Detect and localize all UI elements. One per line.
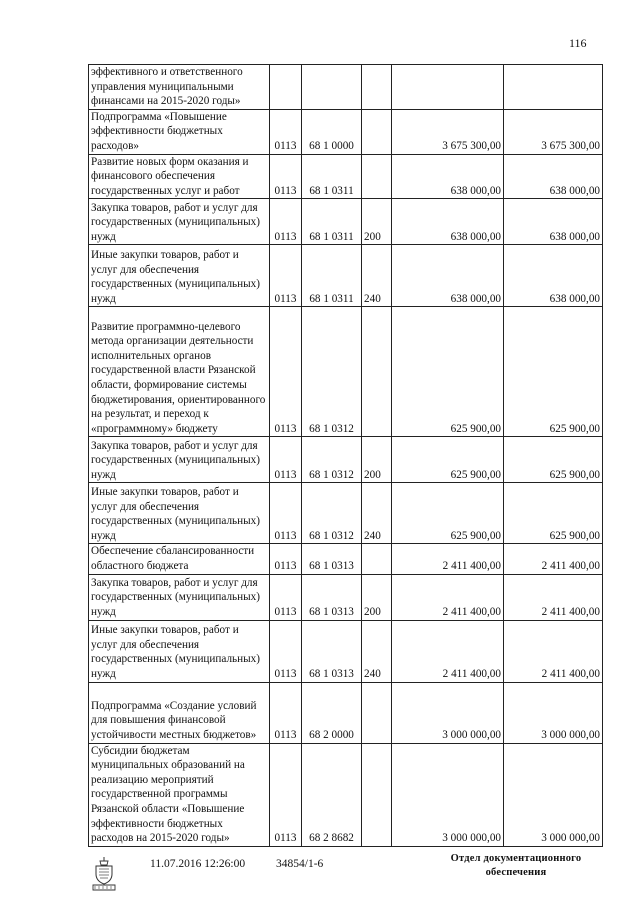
table-row <box>89 109 603 154</box>
row-section: 0113 <box>270 437 302 483</box>
row-sum-2: 638 000,00 <box>504 245 603 307</box>
row-article: 68 2 8682 <box>302 743 362 846</box>
table-row <box>89 574 603 620</box>
row-article: 68 2 0000 <box>302 682 362 743</box>
row-sum-2: 2 411 400,00 <box>504 620 603 682</box>
row-name: Закупка товаров, работ и услуг для государственных (муниципальных) нужд <box>89 574 270 620</box>
row-name: Иные закупки товаров, работ и услуг для обеспечения государственных (муниципальных) нужд <box>89 245 270 307</box>
row-section: 0113 <box>270 483 302 544</box>
row-sum-2: 3 000 000,00 <box>504 743 603 846</box>
row-sum-1: 2 411 400,00 <box>392 574 504 620</box>
table-row <box>89 483 603 544</box>
footer-doc-number: 34854/1-6 <box>276 858 324 870</box>
row-section: 0113 <box>270 245 302 307</box>
row-section: 0113 <box>270 574 302 620</box>
row-sum-1: 2 411 400,00 <box>392 544 504 574</box>
page-footer <box>0 852 640 902</box>
row-name: Подпрограмма «Повышение эффективности бюджетных расходов» <box>89 109 270 154</box>
row-name: Подпрограмма «Создание условий для повышения финансовой устойчивости местных бюджетов» <box>89 682 270 743</box>
row-type <box>362 682 392 743</box>
row-sum-2: 2 411 400,00 <box>504 544 603 574</box>
row-name: Развитие программно-целевого метода организации деятельности исполнительных органов государственной власти Рязанской области, формирование системы бюджетирования, ориентированного на результат, и переход к «программному» бюджету <box>89 307 270 437</box>
row-type <box>362 154 392 199</box>
row-type <box>362 544 392 574</box>
row-name: эффективного и ответственного управления муниципальными финансами на 2015-2020 годы» <box>89 65 270 110</box>
row-section: 0113 <box>270 544 302 574</box>
row-article: 68 1 0312 <box>302 483 362 544</box>
row-sum-1 <box>392 65 504 110</box>
row-section: 0113 <box>270 743 302 846</box>
row-article: 68 1 0311 <box>302 154 362 199</box>
row-article: 68 1 0312 <box>302 437 362 483</box>
row-sum-2: 3 675 300,00 <box>504 109 603 154</box>
table-row <box>89 682 603 743</box>
row-type <box>362 307 392 437</box>
row-article: 68 1 0313 <box>302 620 362 682</box>
row-sum-1: 2 411 400,00 <box>392 620 504 682</box>
footer-department <box>436 852 596 880</box>
row-sum-2: 625 900,00 <box>504 437 603 483</box>
row-section: 0113 <box>270 620 302 682</box>
row-name: Субсидии бюджетам муниципальных образований на реализацию мероприятий государственной программы Рязанской области «Повышение эффективности бюджетных расходов на 2015-2020 годы» <box>89 743 270 846</box>
table-row <box>89 245 603 307</box>
row-type: 240 <box>362 483 392 544</box>
row-sum-1: 638 000,00 <box>392 154 504 199</box>
footer-datetime: 11.07.2016 12:26:00 <box>150 858 246 870</box>
footer-department-line-1: Отдел документационного <box>450 853 582 864</box>
row-section: 0113 <box>270 682 302 743</box>
row-name: Закупка товаров, работ и услуг для государственных (муниципальных) нужд <box>89 437 270 483</box>
row-section: 0113 <box>270 199 302 245</box>
table-row <box>89 620 603 682</box>
row-name: Обеспечение сбалансированности областного бюджета <box>89 544 270 574</box>
row-type: 200 <box>362 199 392 245</box>
row-section <box>270 65 302 110</box>
row-sum-2: 625 900,00 <box>504 483 603 544</box>
row-type <box>362 65 392 110</box>
row-sum-2: 638 000,00 <box>504 199 603 245</box>
row-article: 68 1 0311 <box>302 199 362 245</box>
table-row <box>89 544 603 574</box>
row-article: 68 1 0312 <box>302 307 362 437</box>
row-name: Развитие новых форм оказания и финансового обеспечения государственных услуг и работ <box>89 154 270 199</box>
row-sum-1: 3 675 300,00 <box>392 109 504 154</box>
row-sum-1: 625 900,00 <box>392 437 504 483</box>
row-sum-2: 3 000 000,00 <box>504 682 603 743</box>
row-type: 200 <box>362 437 392 483</box>
row-article <box>302 65 362 110</box>
footer-department-line-2: обеспечения <box>485 867 547 878</box>
row-sum-2: 638 000,00 <box>504 154 603 199</box>
row-sum-1: 3 000 000,00 <box>392 743 504 846</box>
row-name: Иные закупки товаров, работ и услуг для обеспечения государственных (муниципальных) нужд <box>89 620 270 682</box>
table-row <box>89 65 603 110</box>
row-sum-2: 625 900,00 <box>504 307 603 437</box>
coat-of-arms-icon <box>90 856 118 892</box>
row-article: 68 1 0311 <box>302 245 362 307</box>
row-sum-1: 625 900,00 <box>392 307 504 437</box>
row-article: 68 1 0313 <box>302 574 362 620</box>
row-name: Закупка товаров, работ и услуг для государственных (муниципальных) нужд <box>89 199 270 245</box>
row-sum-1: 3 000 000,00 <box>392 682 504 743</box>
row-sum-1: 638 000,00 <box>392 199 504 245</box>
row-sum-1: 625 900,00 <box>392 483 504 544</box>
table-row <box>89 199 603 245</box>
budget-table <box>88 64 603 847</box>
row-section: 0113 <box>270 307 302 437</box>
row-name: Иные закупки товаров, работ и услуг для обеспечения государственных (муниципальных) нужд <box>89 483 270 544</box>
page-number: 116 <box>569 36 587 50</box>
row-sum-1: 638 000,00 <box>392 245 504 307</box>
row-section: 0113 <box>270 109 302 154</box>
table-row <box>89 743 603 846</box>
row-type: 240 <box>362 245 392 307</box>
row-type: 200 <box>362 574 392 620</box>
row-article: 68 1 0313 <box>302 544 362 574</box>
row-type <box>362 109 392 154</box>
table-row <box>89 154 603 199</box>
table-row <box>89 437 603 483</box>
row-article: 68 1 0000 <box>302 109 362 154</box>
row-sum-2 <box>504 65 603 110</box>
row-sum-2: 2 411 400,00 <box>504 574 603 620</box>
row-type: 240 <box>362 620 392 682</box>
row-type <box>362 743 392 846</box>
row-section: 0113 <box>270 154 302 199</box>
table-row <box>89 307 603 437</box>
